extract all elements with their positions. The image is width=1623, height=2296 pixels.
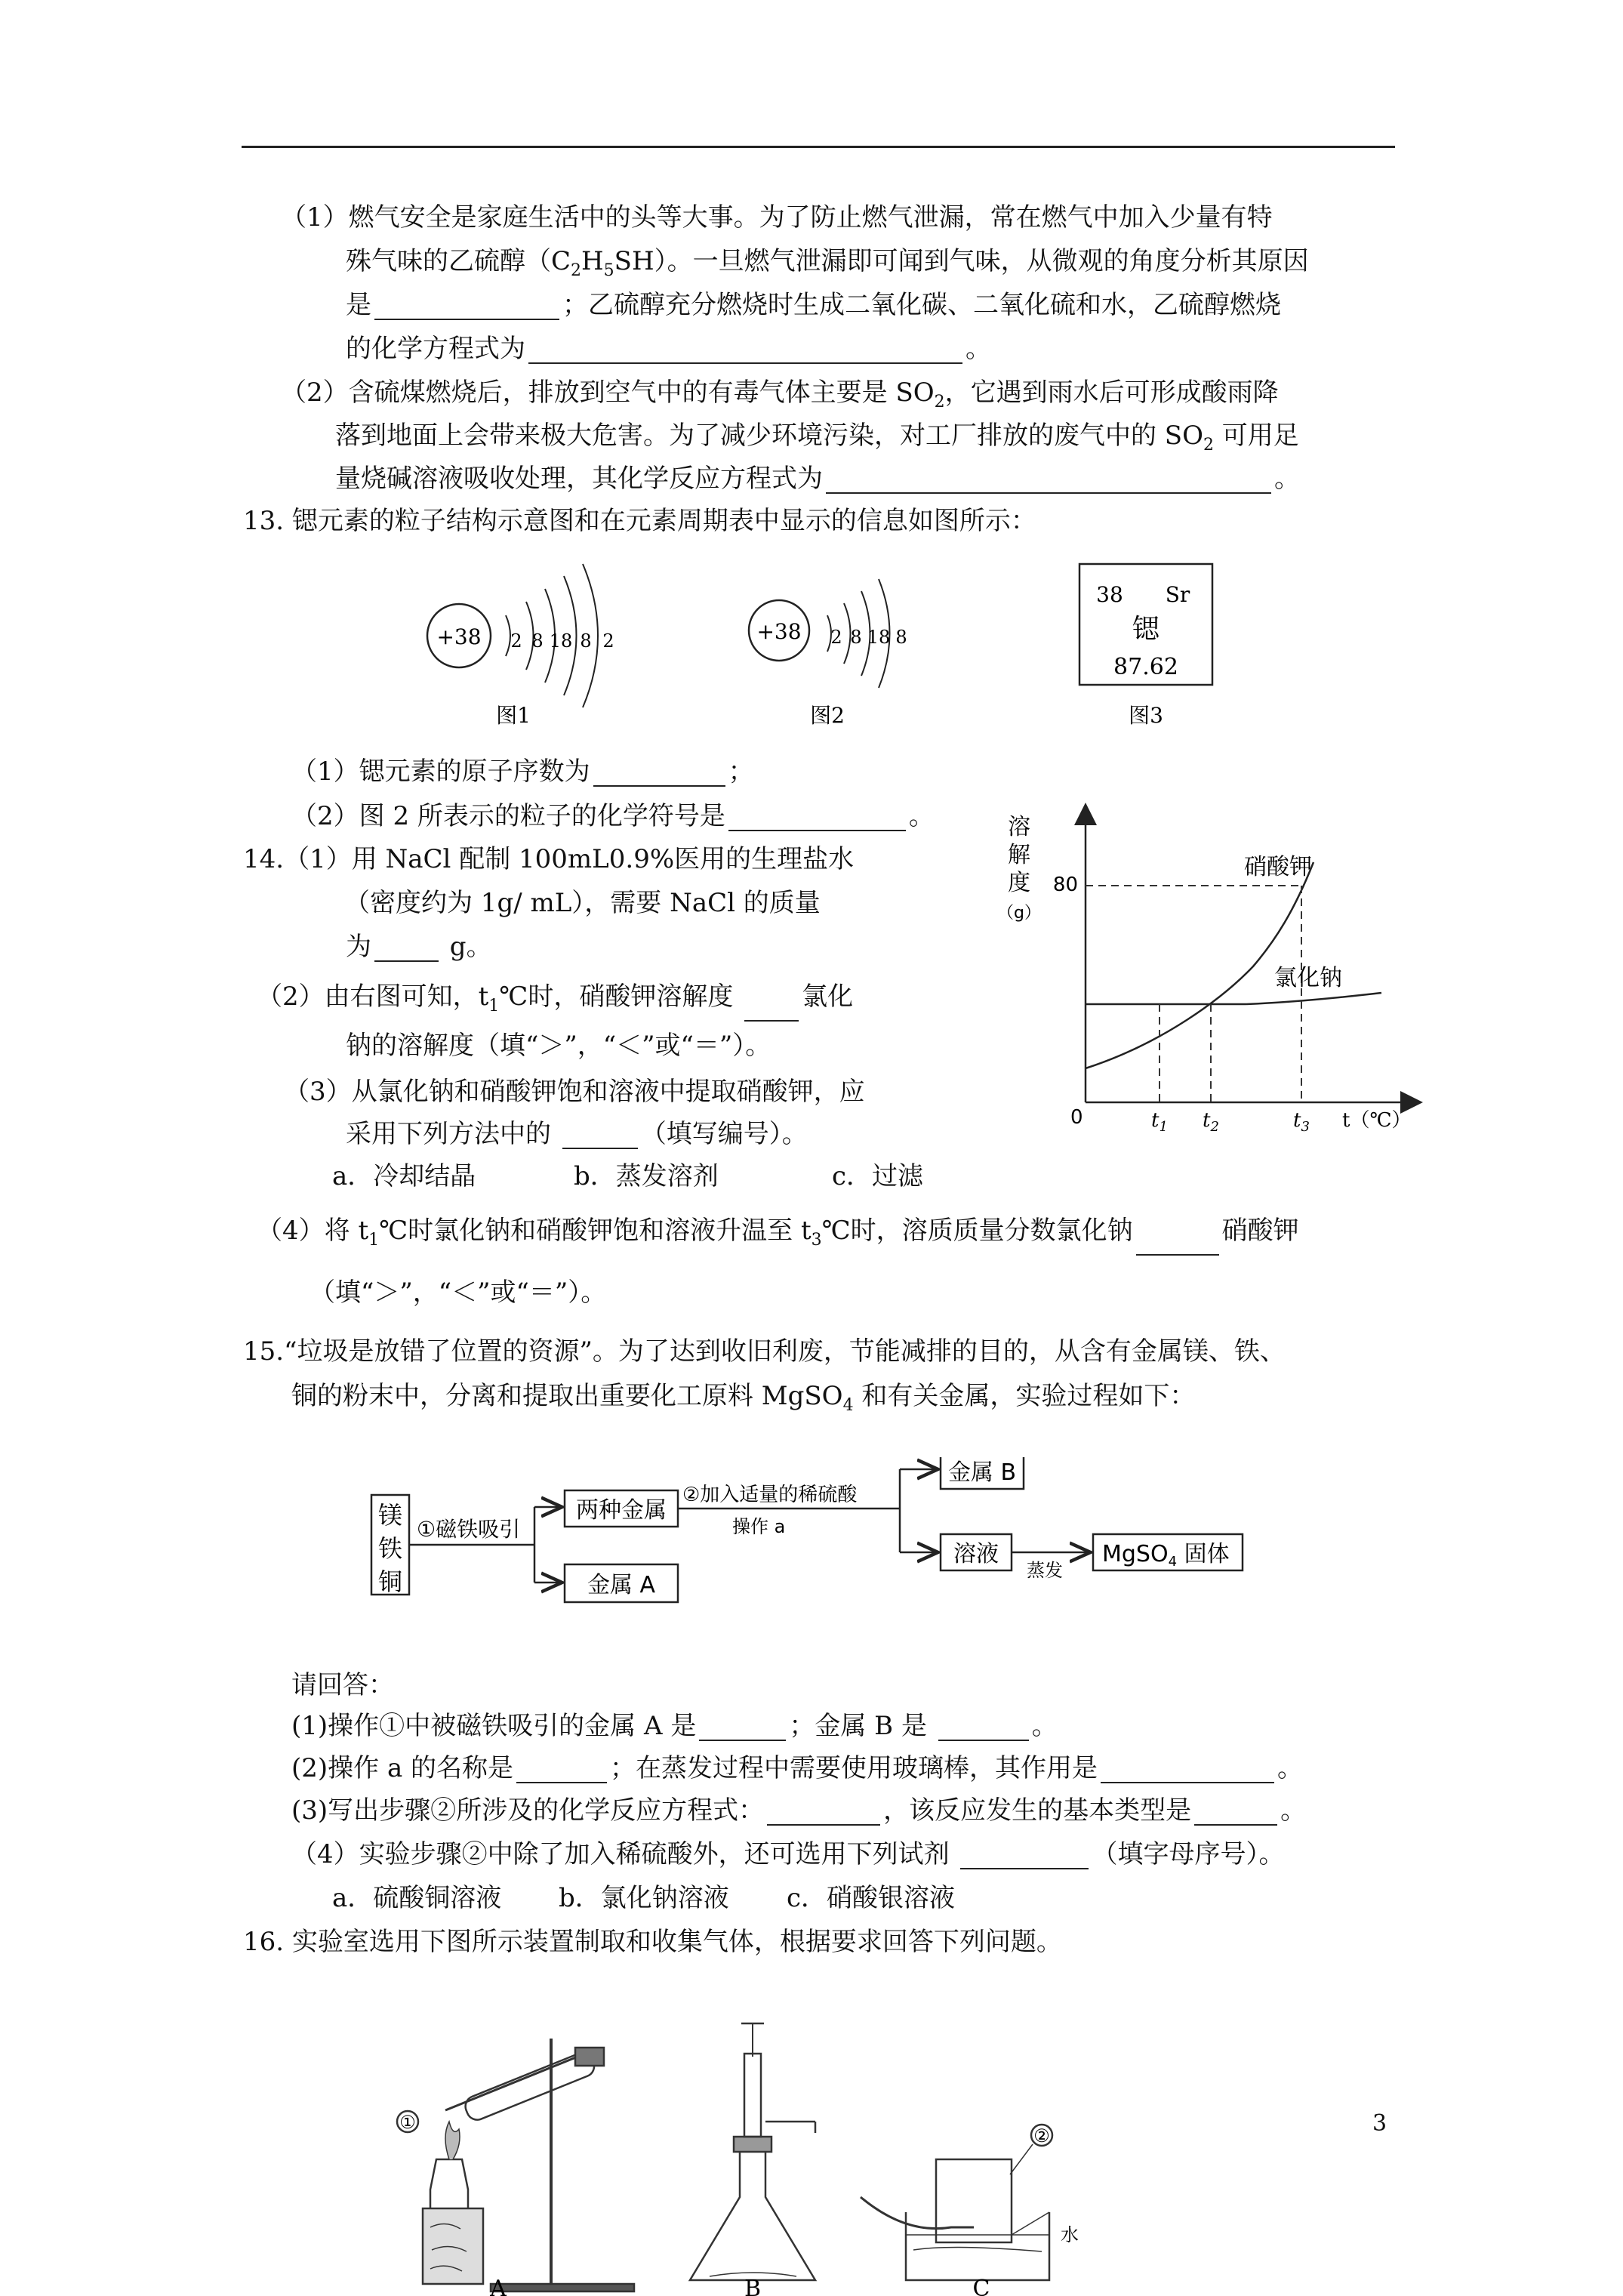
q15-line1: 15.“垃圾是放错了位置的资源”。为了达到收旧利废，节能减排的目的，从含有金属镁、铁、 (243, 1336, 1286, 1367)
apparatus-b (690, 2023, 815, 2280)
q12-part1-line1: （1）燃气安全是家庭生活中的头等大事。为了防止燃气泄漏，常在燃气中加入少量有特 (281, 202, 1273, 233)
nacl-label: 氯化钠 (1274, 965, 1342, 991)
fig1-shell-4: 8 (580, 630, 592, 652)
q15-answer2: (2)操作 a 的名称是 ；在蒸发过程中需要使用玻璃棒，其作用是 。 (291, 1753, 1304, 1783)
q14-sub4-line1: （4）将 $t_1℃$时氯化钠和硝酸钾饱和溶液升温至 $t_3℃$时，溶质质量分数氯化钠 硝酸钾 (257, 1216, 1299, 1256)
answer-blank[interactable] (593, 761, 725, 787)
flow-evap-label: 蒸发 (1027, 1560, 1063, 1581)
answer-blank[interactable] (374, 294, 559, 320)
q15-flowchart (362, 1457, 1268, 1631)
answer-blank[interactable] (938, 1715, 1029, 1741)
answer-blank[interactable] (826, 468, 1271, 494)
flow-solution-label: 溶液 (953, 1541, 999, 1567)
q12-part2-line3: 量烧碱溶液吸收处理，其化学反应方程式为 。 (335, 464, 1300, 494)
solubility-chart (996, 800, 1434, 1136)
fig2-shell-3: 18 (867, 627, 891, 648)
fig2-shell-1: 2 (830, 627, 842, 648)
origin-label: 0 (1070, 1106, 1083, 1129)
q13-figures (415, 555, 1246, 736)
q12-part1-line4: 的化学方程式为 。 (346, 334, 991, 364)
q15-option-b: b．氯化钠溶液 (559, 1883, 729, 1913)
water-label: 水 (1061, 2224, 1079, 2245)
q14-sub2-line2: 钠的溶解度（填“＞”，“＜”或“＝”）。 (346, 1031, 771, 1061)
answer-blank[interactable] (562, 1123, 638, 1149)
fig3-name: 锶 (1132, 614, 1160, 645)
fig3-mass: 87.62 (1113, 654, 1178, 680)
answer-blank[interactable] (699, 1715, 786, 1741)
fig2-ion-diagram (749, 579, 907, 728)
fig1-shell-5: 2 (602, 630, 614, 652)
q14-sub1-line2: （密度约为 1g/ mL），需要 NaCl 的质量 (344, 888, 821, 918)
q15-ask: 请回答： (291, 1670, 394, 1700)
label-c: C (972, 2276, 990, 2296)
q13-stem: 13. 锶元素的粒子结构示意图和在元素周期表中显示的信息如图所示： (243, 506, 1036, 536)
answer-blank[interactable] (1194, 1800, 1277, 1826)
y-label-unit: （g） (997, 904, 1041, 923)
q14-sub4-line2: （填“＞”，“＜”或“＝”）。 (310, 1277, 607, 1308)
flow-step1-label: ①磁铁吸引 (417, 1517, 521, 1542)
fig3-element-card (1079, 564, 1212, 728)
fig1-nucleus: +38 (436, 624, 482, 649)
y-label-char-3: 度 (1008, 870, 1030, 896)
page-number: 3 (1372, 2110, 1387, 2137)
q13-sub2: （2）图 2 所表示的粒子的化学符号是 。 (291, 801, 935, 831)
fig1-shell-3: 18 (549, 630, 573, 652)
q12-part2-line2: 落到地面上会带来极大危害。为了减少环境污染，对工厂排放的废气中的 $SO_2$ 可用足 (335, 421, 1299, 455)
q15-option-c: c．硝酸银溶液 (787, 1883, 956, 1913)
q15-line2: 铜的粉末中，分离和提取出重要化工原料 MgSO$_4$ 和有关金属，实验过程如下： (291, 1381, 1196, 1415)
header-rule (242, 146, 1395, 148)
fig2-caption: 图2 (810, 703, 845, 728)
answer-blank[interactable] (1101, 1758, 1274, 1783)
answer-blank[interactable] (728, 806, 906, 831)
answer-blank[interactable] (516, 1758, 607, 1783)
label-1: ① (399, 2112, 416, 2133)
flow-step2-label: ②加入适量的稀硫酸 (682, 1484, 858, 1506)
flow-start-mg: 镁 (377, 1501, 403, 1530)
label-a: A (490, 2276, 507, 2296)
q14-option-a: a．冷却结晶 (332, 1161, 476, 1191)
fig1-shell-1: 2 (510, 630, 522, 652)
q14-sub1-line3: 为 g。 (346, 932, 492, 962)
label-b: B (744, 2276, 762, 2296)
q15-answer4: （4）实验步骤②中除了加入稀硫酸外，还可选用下列试剂 （填字母序号）。 (291, 1839, 1285, 1869)
nacl-curve (1086, 993, 1381, 1004)
answer-blank[interactable] (374, 936, 439, 962)
fig2-nucleus: +38 (756, 619, 802, 644)
x-axis-label: t（℃） (1342, 1109, 1412, 1132)
fig2-shell-4: 8 (895, 627, 907, 648)
flow-metal-a-label: 金属 A (587, 1572, 656, 1598)
q14-option-c: c．过滤 (832, 1161, 924, 1191)
q15-option-a: a．硫酸铜溶液 (332, 1883, 502, 1913)
flow-start-cu: 铜 (377, 1567, 403, 1596)
q12-part1-line3: 是 ；乙硫醇充分燃烧时生成二氧化碳、二氧化硫和水，乙硫醇燃烧 (346, 290, 1281, 320)
fig3-symbol: Sr (1165, 582, 1190, 607)
kno3-label: 硝酸钾 (1244, 854, 1312, 880)
q15-answer3: (3)写出步骤②所涉及的化学反应方程式： ，该反应发生的基本类型是 。 (291, 1795, 1307, 1826)
x-tick-t3: $t_3$ (1293, 1109, 1310, 1135)
answer-blank[interactable] (744, 996, 799, 1022)
flow-metal-b-label: 金属 B (947, 1459, 1017, 1486)
apparatus-a (397, 2039, 634, 2291)
answer-blank[interactable] (767, 1800, 880, 1826)
flow-start-fe: 铁 (377, 1534, 403, 1563)
x-tick-t2: $t_2$ (1203, 1109, 1219, 1135)
q15-answer1: (1)操作①中被磁铁吸引的金属 A 是 ；金属 B 是 。 (291, 1711, 1058, 1741)
label-2: ② (1033, 2125, 1050, 2147)
flow-op-a-label: 操作 a (732, 1516, 786, 1537)
y-tick-80: 80 (1052, 874, 1078, 896)
q14-sub3-line2: 采用下列方法中的 （填写编号）。 (346, 1119, 808, 1149)
y-label-char-1: 溶 (1008, 814, 1030, 840)
fig2-shell-2: 8 (850, 627, 862, 648)
q12-part1-line2: 殊气味的乙硫醇$(C_2H_5SH)$。一旦燃气泄漏即可闻到气味，从微观的角度分析其原因 (346, 246, 1309, 280)
q16-apparatus (377, 2008, 1132, 2296)
q14-option-b: b．蒸发溶剂 (574, 1161, 719, 1191)
answer-blank[interactable] (960, 1844, 1089, 1869)
q14-sub1-line1: 14.（1）用 NaCl 配制 100mL0.9%医用的生理盐水 (243, 844, 855, 874)
q16-stem: 16. 实验室选用下图所示装置制取和收集气体，根据要求回答下列问题。 (243, 1927, 1062, 1957)
answer-blank[interactable] (528, 338, 962, 364)
fig1-shell-2: 8 (531, 630, 544, 652)
flow-product-label: MgSO$_4$ 固体 (1102, 1541, 1230, 1570)
fig3-caption: 图3 (1129, 703, 1163, 728)
x-tick-t1: $t_1$ (1151, 1109, 1168, 1135)
fig3-number: 38 (1096, 582, 1123, 607)
y-label-char-2: 解 (1008, 842, 1030, 868)
apparatus-c (861, 2125, 1052, 2280)
fig1-caption: 图1 (496, 703, 531, 728)
fig1-atom-diagram (427, 564, 614, 728)
q14-sub2-line1: （2）由右图可知，$t_1℃$时，硝酸钾溶解度 氯化 (257, 982, 853, 1022)
q13-sub1: （1）锶元素的原子序数为 ； (291, 757, 754, 787)
q12-part2-line1: （2）含硫煤燃烧后，排放到空气中的有毒气体主要是 $SO_2$，它遇到雨水后可形成酸雨降 (281, 378, 1279, 411)
flow-two-metals-label: 两种金属 (576, 1497, 667, 1524)
q14-sub3-line1: （3）从氯化钠和硝酸钾饱和溶液中提取硝酸钾，应 (284, 1077, 865, 1107)
answer-blank[interactable] (1136, 1230, 1219, 1256)
